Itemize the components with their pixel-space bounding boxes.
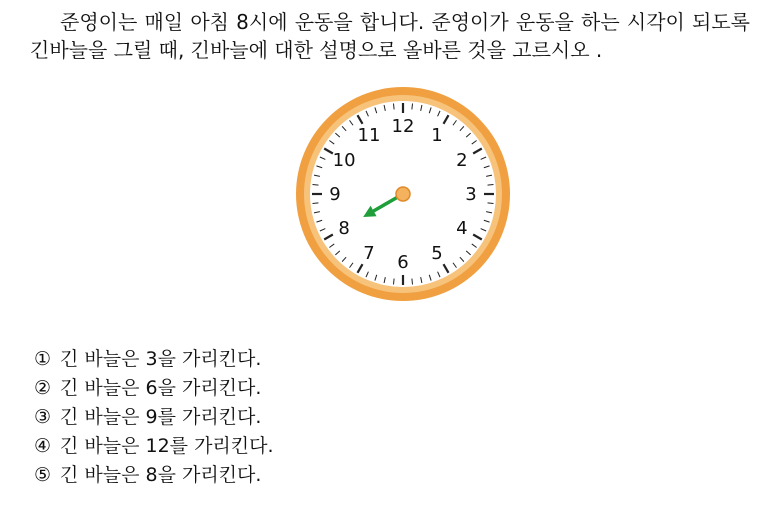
choice-marker: ⑤ [34,464,52,486]
choice-5[interactable] [34,461,274,490]
choice-marker: ③ [34,406,52,428]
clock-number-12: 12 [391,116,415,137]
clock-number-9: 9 [329,184,341,205]
choice-3[interactable] [34,403,274,432]
clock-center [396,187,410,201]
choice-4[interactable] [34,432,274,461]
choice-text: 긴 바늘은 9를 가리킨다. [60,406,262,428]
clock-number-5: 5 [431,242,443,264]
choice-marker: ④ [34,435,52,457]
clock-number-8: 8 [338,218,350,239]
clock-number-2: 2 [456,150,468,171]
clock-number-4: 4 [456,218,468,239]
clock-number-7: 7 [363,242,375,264]
choice-marker: ① [34,348,52,370]
question-text: 준영이는 매일 아침 8시에 운동을 합니다. 준영이가 운동을 하는 시각이 되도록 긴바늘을 그릴 때, 긴바늘에 대한 설명으로 올바른 것을 고르시오 . [30,10,750,62]
clock-number-11: 11 [357,125,381,147]
choice-1[interactable] [34,345,274,374]
choice-marker: ② [34,377,52,399]
clock-number-3: 3 [465,184,477,205]
choice-text: 긴 바늘은 6을 가리킨다. [60,377,262,399]
choice-text: 긴 바늘은 8을 가리킨다. [60,464,262,486]
choice-list [34,345,274,490]
choice-text: 긴 바늘은 3을 가리킨다. [60,348,262,370]
minute-tick [412,279,413,285]
minute-tick [312,203,318,204]
clock-number-1: 1 [431,125,443,147]
minute-tick [393,103,394,109]
clock-number-10: 10 [332,150,356,171]
clock [293,84,513,304]
choice-2[interactable] [34,374,274,403]
minute-tick [488,184,494,185]
minute-tick [488,203,494,204]
minute-tick [412,103,413,109]
clock-number-6: 6 [397,252,409,273]
clock-face-svg [293,84,513,304]
choice-text: 긴 바늘은 12를 가리킨다. [60,435,274,457]
minute-tick [393,279,394,285]
minute-tick [312,184,318,185]
